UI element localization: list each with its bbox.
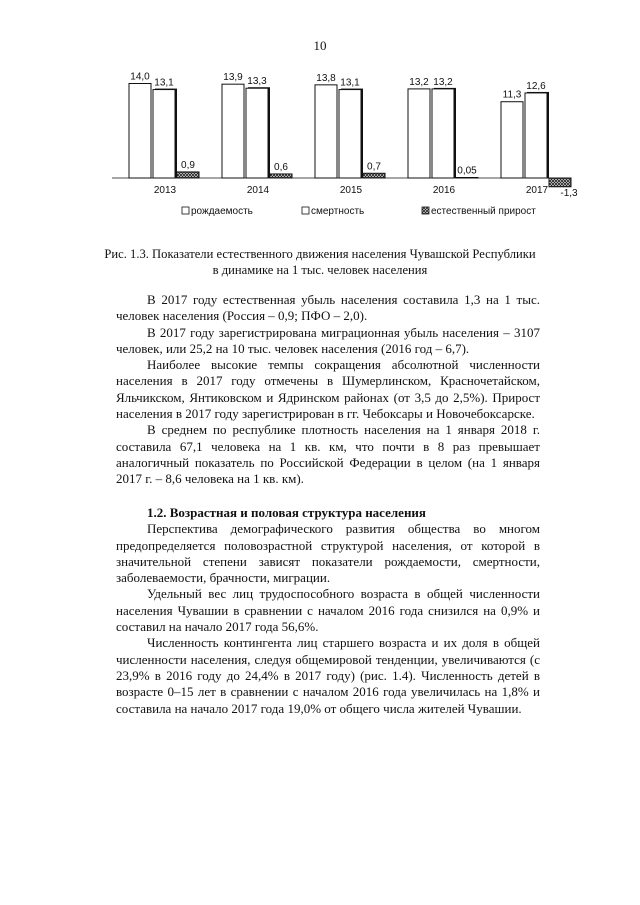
data-label: 0,7 (367, 161, 381, 173)
bar-natural-growth-2013 (177, 172, 199, 178)
body-text-bottom (116, 505, 540, 717)
paragraph-natural-decline: В 2017 году естественная убыль населения составила 1,3 на 1 тыс. человек населения (Россия – 0,9; ПФО – 2,0). (116, 292, 540, 324)
chart-svg (112, 55, 578, 230)
data-label: 13,2 (433, 76, 453, 88)
data-label: 11,3 (502, 89, 522, 101)
category-label-2014: 2014 (246, 185, 270, 196)
bar-birth-2015 (315, 85, 337, 178)
body-text-top (116, 292, 540, 488)
section-heading: 1.2. Возрастная и половая структура населения (147, 505, 426, 520)
category-label-2015: 2015 (339, 185, 363, 196)
category-label-2013: 2013 (153, 185, 177, 196)
paragraph-working-age: Удельный вес лиц трудоспособного возраста в общей численности населения Чувашии в сравнении с началом 2016 года снизился на 0,9% и составил на начало 2017 года 56,6%. (116, 586, 540, 635)
legend-swatch (182, 207, 189, 214)
paragraph-older-age: Численность контингента лиц старшего возраста и их доля в общей численности населения, следуя общемировой тенденции, увеличиваются (с 23,9% в 2016 году до 24,4% в 2017 году) (рис. 1.4). Численность детей в возрасте 0–15 лет в сравнении с началом 2016 года увеличилась на 1,8% и составила на начало 2017 года 19,0% от общего числа жителей Чувашии. (116, 635, 540, 716)
paragraph-migration: В 2017 году зарегистрирована миграционная убыль населения – 3107 человек, или 25,2 на 10 тыс. человек населения (2016 год – 6,7). (116, 324, 540, 356)
bar-natural-growth-2017 (549, 178, 571, 187)
data-label: 13,1 (154, 77, 174, 89)
bar-death-2017 (525, 93, 547, 178)
paragraph-districts: Наиболее высокие темпы сокращения абсолютной численности населения в 2017 году отмечены в Шумерлинском, Красночетайском, Яльчикском, Янтиковском и Ядринском районах (от 3,5 до 2,5%). Прирост населения в 2017 году зарегистрирован в гг. Чебоксары и Новочебоксарске. (116, 357, 540, 422)
page-number: 10 (313, 38, 327, 53)
data-label: 13,3 (247, 76, 267, 88)
legend-label: естественный прирост (431, 206, 536, 217)
legend-label: смертность (311, 206, 365, 217)
data-label: 13,8 (316, 72, 336, 84)
natural-movement-chart (112, 55, 578, 230)
category-label-2017: 2017 (525, 185, 549, 196)
figure-caption-line-2: в динамике на 1 тыс. человек населения (212, 263, 428, 277)
category-label-2016: 2016 (432, 185, 456, 196)
bar-death-2013 (153, 90, 175, 178)
paragraph-density: В среднем по республике плотность населения на 1 января 2018 г. составила 67,1 человека на 1 кв. км, что почти в 8 раз превышает аналогичный показатель по Российской Федерации в целом (на 1 января 2017 г. – 8,6 человека на 1 кв. км). (116, 422, 540, 487)
legend-label: рождаемость (191, 206, 253, 217)
data-label: 13,1 (340, 77, 360, 89)
legend-swatch (302, 207, 309, 214)
bar-natural-growth-2014 (270, 174, 292, 178)
bar-birth-2016 (408, 89, 430, 178)
data-label: 13,9 (223, 72, 243, 84)
data-label: 14,0 (130, 71, 150, 83)
bar-birth-2017 (501, 102, 523, 178)
data-label: 0,6 (274, 161, 288, 173)
bar-death-2016 (432, 89, 454, 178)
paragraph-perspective: Перспектива демографического развития общества во многом предопределяется половозрастной структурой населения, от которой в значительной степени зависят показатели рождаемости, смертности, заболеваемости, брачности, миграции. (116, 521, 540, 586)
bar-death-2014 (246, 88, 268, 178)
data-label: 0,9 (181, 159, 195, 171)
bar-birth-2013 (129, 84, 151, 179)
figure-caption-line-1: Рис. 1.3. Показатели естественного движения населения Чувашской Республики (104, 247, 536, 261)
legend-swatch (422, 207, 429, 214)
data-label: 13,2 (409, 76, 429, 88)
data-label: 12,6 (526, 80, 546, 92)
bar-birth-2014 (222, 84, 244, 178)
bar-death-2015 (339, 90, 361, 178)
data-label: -1,3 (560, 187, 578, 199)
bar-natural-growth-2015 (363, 173, 385, 178)
data-label: 0,05 (457, 165, 477, 177)
